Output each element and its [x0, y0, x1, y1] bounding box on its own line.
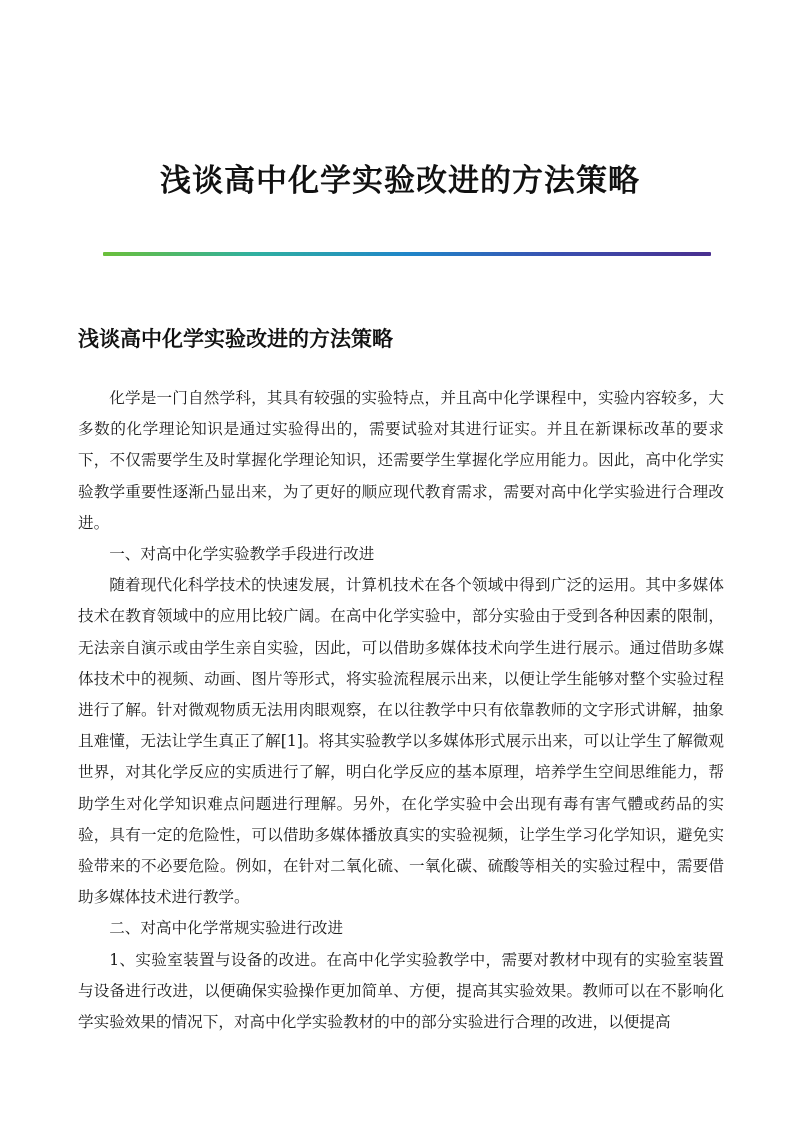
- paragraph-equipment: 1、实验室装置与设备的改进。在高中化学实验教学中，需要对教材中现有的实验室装置与设备进行改进，以便确保实验操作更加简单、方便，提高其实验效果。教师可以在不影响化学实验效果的情况下，对高中化学实验教材的中的部分实验进行合理的改进，以便提高: [78, 950, 724, 1032]
- subheading-two: 二、对高中化学常规实验进行改进: [109, 919, 344, 938]
- document-title: 浅谈高中化学实验改进的方法策略: [160, 163, 640, 199]
- section-heading: 浅谈高中化学实验改进的方法策略: [78, 326, 393, 351]
- paragraph-multimedia: 随着现代化科学技术的快速发展，计算机技术在各个领域中得到广泛的运用。其中多媒体技术在教育领域中的应用比较广阔。在高中化学实验中，部分实验由于受到各种因素的限制，无法亲自演示或由学生亲自实验，因此，可以借助多媒体技术向学生进行展示。通过借助多媒体技术中的视频、动画、图片等形式，将实验流程展示出来，以便让学生能够对整个实验过程进行了解。针对微观物质无法用肉眼观察，在以往教学中只有依靠教师的文字形式讲解，抽象且难懂，无法让学生真正了解[1]。将其实验教学以多媒体形式展示出来，可以让学生了解微观世界，对其化学反应的实质进行了解，明白化学反应的基本原理，培养学生空间思维能力，帮助学生对化学知识难点问题进行理解。另外，在化学实验中会出现有毒有害气體或药品的实验，具有一定的危险性，可以借助多媒体播放真实的实验视频，让学生学习化学知识，避免实验带来的不必要危险。例如，在针对二氧化硫、一氧化碳、硫酸等相关的实验过程中，需要借助多媒体技术进行教学。: [78, 576, 724, 907]
- title-divider: [103, 252, 711, 256]
- paragraph-intro: 化学是一门自然学科，其具有较强的实验特点，并且高中化学课程中，实验内容较多，大多数的化学理论知识是通过实验得出的，需要试验对其进行证实。并且在新课标改革的要求下，不仅需要学生及时掌握化学理论知识，还需要学生掌握化学应用能力。因此，高中化学实验教学重要性逐渐凸显出来，为了更好的顺应现代教育需求，需要对高中化学实验进行合理改进。: [78, 389, 724, 532]
- article-body: [78, 383, 724, 1038]
- subheading-one: 一、对高中化学实验教学手段进行改进: [109, 545, 375, 564]
